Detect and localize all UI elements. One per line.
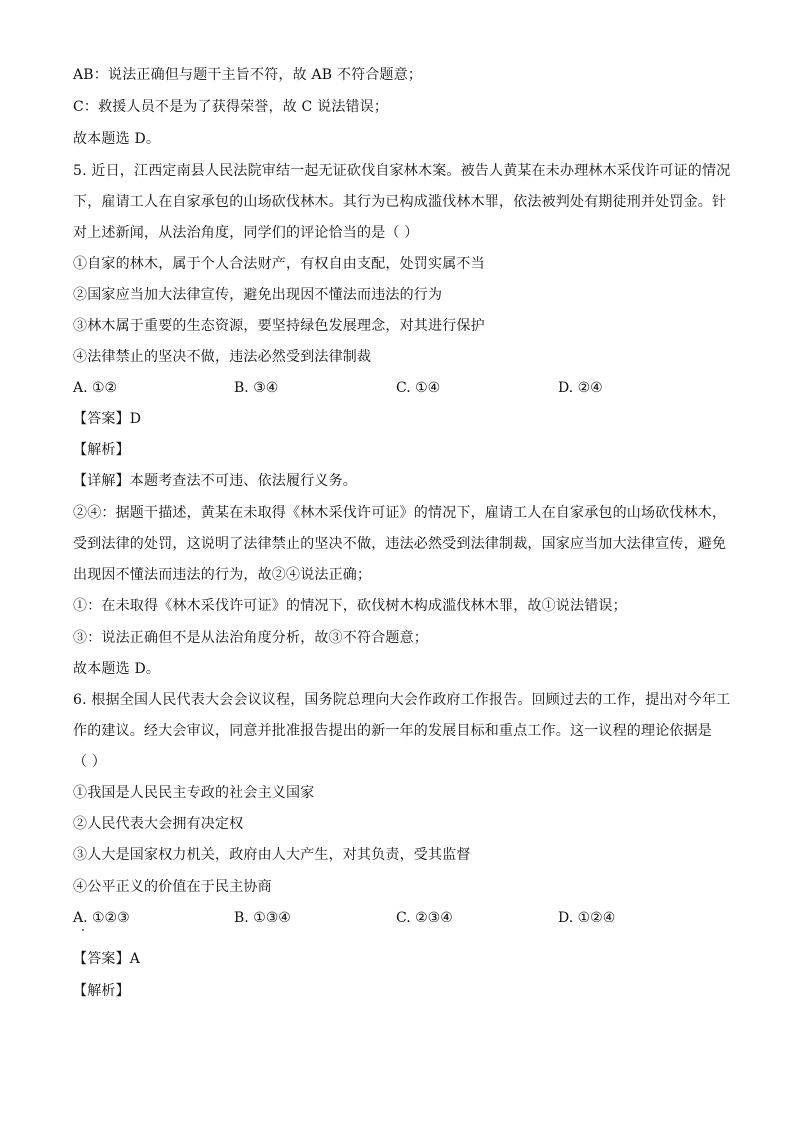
prev-analysis-line-ab: AB：说法正确但与题干主旨不符，故 AB 不符合题意； (73, 67, 423, 83)
question-6-stem-line-3: （ ） (73, 754, 107, 770)
question-5-detail-line-4: ①：在未取得《林木采伐许可证》的情况下，砍伐树木构成滥伐林木罪，故①说法错误； (73, 598, 627, 614)
question-5-choice-d: D. ②④ (558, 380, 603, 396)
question-6-choice-d: D. ①②④ (558, 910, 616, 926)
question-5-analysis-heading: 【解析】 (73, 442, 130, 458)
stray-mark (82, 929, 84, 931)
prev-analysis-line-c: C：救援人员不是为了获得荣誉，故 C 说法错误； (73, 99, 389, 115)
question-5-choice-a: A. ①② (73, 380, 118, 396)
question-6-statement-2: ②人民代表大会拥有决定权 (73, 816, 244, 832)
question-5-detail-intro: 【详解】本题考查法不可违、依法履行义务。 (73, 473, 357, 489)
question-6-statement-1: ①我国是人民民主专政的社会主义国家 (73, 785, 315, 801)
question-5-detail-line-2: 受到法律的处罚，这说明了法律禁止的坚决不做，违法必然受到法律制裁，国家应当加大法律宣传，避免 (73, 536, 727, 552)
question-5-detail-line-5: ③：说法正确但不是从法治角度分析，故③不符合题意； (73, 630, 428, 646)
question-6-choice-b: B. ①③④ (234, 910, 291, 926)
question-5-conclusion: 故本题选 D。 (73, 661, 161, 677)
question-6-choice-c: C. ②③④ (396, 910, 453, 926)
question-5-statement-2: ②国家应当加大法律宣传，避免出现因不懂法而违法的行为 (73, 287, 443, 303)
question-5-detail-line-3: 出现因不懂法而违法的行为，故②④说法正确； (73, 567, 372, 583)
question-5-stem-line-3: 对上述新闻，从法治角度，同学们的评论恰当的是（ ） (73, 225, 419, 241)
question-5-statement-4: ④法律禁止的坚决不做，违法必然受到法律制裁 (73, 349, 372, 365)
question-6-statement-4: ④公平正义的价值在于民主协商 (73, 879, 272, 895)
question-6-stem-line-1: 6. 根据全国人民代表大会会议议程，国务院总理向大会作政府工作报告。回顾过去的工作，提出对今年工 (73, 692, 731, 708)
question-5-answer: 【答案】D (73, 411, 142, 427)
prev-conclusion-line: 故本题选 D。 (73, 131, 161, 147)
question-5-statement-1: ①自家的林木，属于个人合法财产，有权自由支配，处罚实属不当 (73, 256, 485, 272)
question-5-detail-line-1: ②④：据题干描述，黄某在未取得《林木采伐许可证》的情况下，雇请工人在自家承包的山场砍伐林木， (73, 505, 727, 521)
question-5-stem-line-1: 5. 近日，江西定南县人民法院审结一起无证砍伐自家林木案。被告人黄某在未办理林木采伐许可证的情况 (73, 163, 731, 179)
question-5-stem-line-2: 下，雇请工人在自家承包的山场砍伐林木。其行为已构成滥伐林木罪，依法被判处有期徒刑并处罚金。针 (73, 194, 727, 210)
question-6-answer: 【答案】A (73, 951, 141, 967)
question-6-stem-line-2: 作的建议。经大会审议，同意并批准报告提出的新一年的发展目标和重点工作。这一议程的理论依据是 (73, 723, 712, 739)
question-5-statement-3: ③林木属于重要的生态资源，要坚持绿色发展理念，对其进行保护 (73, 318, 485, 334)
question-6-statement-3: ③人大是国家权力机关，政府由人大产生，对其负责，受其监督 (73, 847, 471, 863)
question-5-choice-c: C. ①④ (396, 380, 441, 396)
question-6-choice-a: A. ①②③ (73, 910, 130, 926)
question-5-choice-b: B. ③④ (234, 380, 279, 396)
question-6-analysis-heading: 【解析】 (73, 983, 130, 999)
